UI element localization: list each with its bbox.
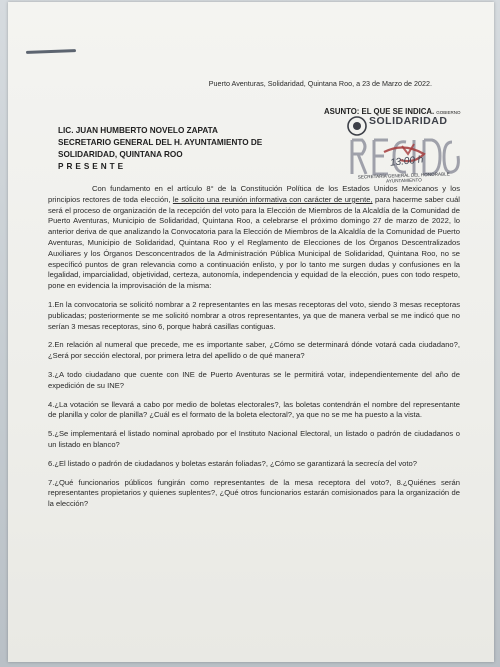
intro-paragraph — [48, 184, 460, 292]
question-5: 5.¿Se implementará el listado nominal aprobado por el Instituto Nacional Electoral, un listado o padrón de ciudadanos o un listado en blanco? — [48, 429, 460, 449]
question-1: 1.En la convocatoria se solicitó nombrar a 2 representantes en las mesas receptoras del voto, siendo 3 mesas receptoras publicadas; posteriormente se me solicitó nombrar a otros representantes, ya que de manera verbal se me indicó que no serían 3 mesas receptoras, sino 6, porque habrá casillas contiguas. — [48, 299, 460, 331]
addressee-block — [58, 125, 262, 173]
asunto-text: ASUNTO: EL QUE SE INDICA. — [324, 107, 435, 116]
stamp-brand: SOLIDARIDAD — [369, 115, 448, 127]
addressee-position: SECRETARIO GENERAL DEL H. AYUNTAMIENTO DE — [58, 138, 263, 147]
stamp-secretaria-text: SECRETARÍA GENERAL DEL HONORABLE AYUNTAMIENTO — [357, 171, 450, 185]
question-6: 6.¿El listado o padrón de ciudadanos y boletas estarán foliadas?, ¿Cómo se garantizará la secrecía del voto? — [48, 458, 417, 468]
addressee-presente: PRESENTE — [58, 162, 127, 171]
intro-text-underlined: le solicito una reunión informativa con carácter de urgente, — [172, 194, 373, 204]
intro-text-pre: Con fundamento en el artículo 8° de la Constitución Política de los Estados Unidos Mexicanos y los principios rectores de toda elección, — [48, 184, 460, 204]
addressee-location: SOLIDARIDAD, QUINTANA ROO — [58, 150, 183, 159]
question-2: 2.En relación al numeral que precede, me es importante saber, ¿Cómo se determinará dónde votará cada ciudadano?, ¿Será por sección electoral, por primera letra del apellido o de qué manera? — [48, 340, 460, 361]
addressee-name: LIC. JUAN HUMBERTO NOVELO ZAPATA — [58, 126, 218, 135]
letter-body — [48, 184, 460, 518]
place-date: Puerto Aventuras, Solidaridad, Quintana Roo, a 23 de Marzo de 2022. — [208, 79, 432, 88]
question-7-8: 7.¿Qué funcionarios públicos fungirán como representantes de la mesa receptora del voto?, 8.¿Quiénes serán representantes propietarios y quienes suplentes?, ¿Qué otros funcionarios estarán comisionados para la organización de la elección? — [48, 477, 460, 509]
intro-text-post: para hacerme saber cuál será el proceso de organización de la recepción del voto para la Elección de Miembros de la Alcaldía de la Comunidad de Puerto Aventuras, Municipio de Solidaridad, Quintana Roo, a celebrarse el próximo domingo 27 de marzo de 2022, lo anterior deriva de que analizando la Convocatoria para la Elección de Miembros de la Alcaldía de la Comunidad de Puerto Aventuras, Municipio de Solidaridad, Quintana Roo y el Reglamento de Elecciones de los Órganos Descentralizados Auxiliares y los Órganos Desconcentrados de la Administración Pública Municipal de Solidaridad, Quintana Roo, no se específicó puntos de gran relevancia como a continuación enlisto, y por lo tanto me surgen dudas y confusiones en la legalidad, imparcialidad, objetividad, certeza, autonomía, independencia y equidad de la elección, pues con todo respeto, pone en evidencia la improvisación de la misma: — [48, 194, 460, 291]
seal-emblem-core — [353, 122, 361, 130]
question-3: 3.¿A todo ciudadano que cuente con INE de Puerto Aventuras se le permitirá votar, independientemente del año de expedición de su INE? — [48, 369, 460, 390]
asunto-tiny-text: GOBIERNO — [436, 110, 461, 115]
handwritten-time: 13:00 h — [389, 154, 424, 169]
question-4: 4.¿La votación se llevará a cabo por medio de boletas electorales?, las boletas contendrán el nombre del representante de planilla y color de planilla? ¿Cuál es el formato de la boleta electoral?, ya que no se me ha puesto a la vista. — [48, 399, 460, 420]
